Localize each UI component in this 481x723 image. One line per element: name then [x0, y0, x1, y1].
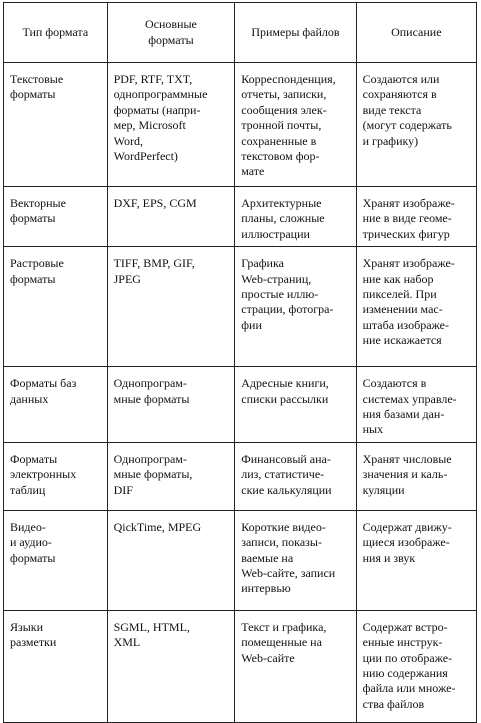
table-row [4, 610, 477, 722]
cell-text: Короткие видео- записи, показы- ваемые на Web-сайте, записи интервью [241, 519, 336, 596]
cell-text: SGML, HTML, XML [113, 619, 190, 650]
cell-text: Однопрограм- мные форматы [113, 376, 190, 406]
cell-text: Форматы электронных таблиц [10, 451, 77, 497]
cell-text: Хранят изображе- ние в виде геоме- трических фигур [362, 196, 455, 241]
cell-main-formats [107, 187, 235, 247]
cell-description [356, 442, 476, 510]
cell-text: Создаются или сохраняются в виде текста (могут содержать и графику) [362, 72, 452, 148]
cell-text: PDF, RTF, TXT, однопрограммные форматы (напри- мер, Microsoft Word, WordPerfect) [113, 72, 208, 164]
cell-file-examples [235, 63, 356, 187]
file-formats-table [3, 2, 477, 723]
cell-text: QickTime, MPEG [113, 519, 202, 534]
cell-text: Корреспонденция, отчеты, записки, сообщения элек- тронной почты, сохраненные в текстовом фор- мате [241, 72, 336, 179]
cell-text: Создаются в системах управле- ния базами дан- ных [362, 376, 457, 437]
cell-format-type [4, 187, 108, 247]
cell-description [356, 247, 476, 367]
header-description-text: Описание [391, 24, 442, 39]
header-file-examples [235, 3, 356, 63]
cell-main-formats [107, 442, 235, 510]
cell-format-type [4, 610, 108, 722]
cell-description [356, 187, 476, 247]
cell-text: Адресные книги, списки рассылки [241, 376, 329, 406]
cell-format-type [4, 247, 108, 367]
cell-text: Однопрограм- мные форматы, DIF [113, 451, 193, 497]
cell-text: Языки разметки [10, 619, 57, 650]
cell-description [356, 510, 476, 610]
header-file-examples-text: Примеры файлов [251, 24, 340, 39]
cell-main-formats [107, 367, 235, 443]
cell-text: Хранят изображе- ние как набор пикселей. При изменении мас- штаба изображе- ние искажается [362, 256, 455, 348]
cell-file-examples [235, 610, 356, 722]
cell-text: Текстовые форматы [10, 72, 64, 102]
table-row [4, 510, 477, 610]
cell-text: Содержат встро- енные инструк- ции по отображе- нию содержания файла или множе- ства файлов [362, 619, 456, 711]
header-format-type [4, 3, 108, 63]
cell-format-type [4, 442, 108, 510]
cell-main-formats [107, 510, 235, 610]
cell-main-formats [107, 247, 235, 367]
header-description [356, 3, 476, 63]
cell-file-examples [235, 510, 356, 610]
cell-main-formats [107, 610, 235, 722]
cell-file-examples [235, 442, 356, 510]
cell-file-examples [235, 367, 356, 443]
header-main-formats [107, 3, 235, 63]
header-format-type-text: Тип формата [22, 24, 89, 39]
cell-text: Финансовый ана- лиз, статистиче- ские калькуляции [241, 451, 332, 497]
cell-format-type [4, 510, 108, 610]
cell-format-type [4, 367, 108, 443]
cell-file-examples [235, 247, 356, 367]
cell-format-type [4, 63, 108, 187]
table-row [4, 63, 477, 187]
cell-text: Векторные форматы [10, 196, 66, 226]
table-row [4, 442, 477, 510]
cell-text: Хранят числовые значения и каль- куляции [362, 451, 452, 497]
cell-text: Текст и графика, помещенные на Web-сайте [241, 619, 327, 665]
cell-text: Растровые форматы [10, 256, 64, 286]
cell-main-formats [107, 63, 235, 187]
table-row [4, 247, 477, 367]
cell-text: Содержат движу- щиеся изображе- ния и звук [362, 519, 452, 565]
cell-file-examples [235, 187, 356, 247]
cell-text: Архитектурные планы, сложные иллюстрации [241, 196, 325, 241]
cell-text: Видео- и аудио- форматы [10, 519, 56, 565]
cell-description [356, 367, 476, 443]
cell-text: Форматы баз данных [10, 376, 77, 406]
cell-description [356, 610, 476, 722]
cell-text: Графика Web-страниц, простые иллю- страции, фотогра- фии [241, 256, 334, 332]
header-main-formats-text: Основные форматы [144, 17, 197, 47]
cell-description [356, 63, 476, 187]
cell-text: DXF, EPS, CGM [113, 196, 197, 210]
cell-text: TIFF, BMP, GIF, JPEG [113, 256, 195, 286]
table-header-row [4, 3, 477, 63]
table-row [4, 187, 477, 247]
table-row [4, 367, 477, 443]
